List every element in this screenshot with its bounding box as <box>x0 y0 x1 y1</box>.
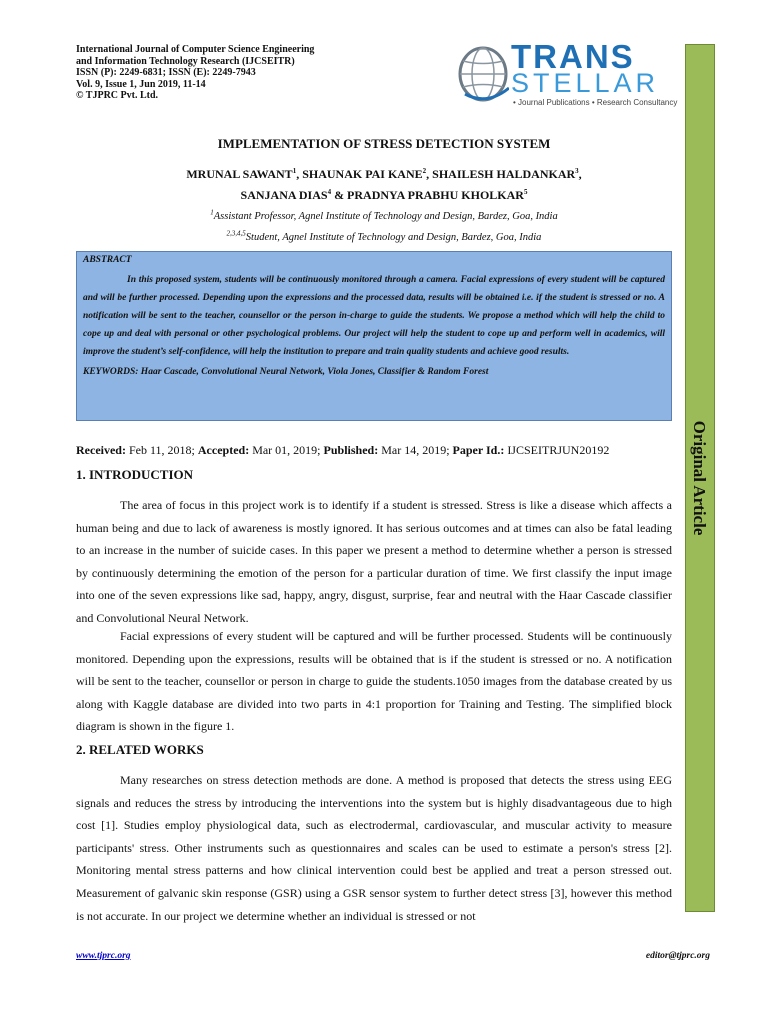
affiliation-sup: 1 <box>210 208 214 217</box>
accepted-date: Mar 01, 2019; <box>249 443 324 457</box>
publisher-logo <box>457 38 678 108</box>
paper-id: IJCSEITRJUN20192 <box>504 443 610 457</box>
journal-info <box>76 44 314 102</box>
affiliation-sup: 2,3,4,5 <box>226 229 246 238</box>
logo-word-trans: TRANS <box>511 38 635 75</box>
authors-line-2 <box>0 188 768 203</box>
paragraph: The area of focus in this project work is to identify if a student is stressed. Stress is like a disease which affects a human being and due to lack of awareness is mostly ignored. It has serious outcomes and at times can also be fatal leading to an increase in the number of suicide cases. In this paper we present a method to determine whether a person is stressed by continuously determining the emotion of the person for a particular duration of time. We first classify the input image into one of the seven expressions like sad, happy, angry, disgust, surprise, fear and neutral with the Haar Cascade classifier and Convolutional Neural Network. <box>76 498 672 625</box>
author-sup: 3 <box>575 167 579 175</box>
logo-word-stellar: STELLAR <box>511 68 660 98</box>
author-sup: 5 <box>523 188 528 196</box>
received-label: Received: <box>76 443 126 457</box>
author-separator: , <box>578 167 582 181</box>
accepted-label: Accepted: <box>197 443 250 457</box>
footer-email: editor@tjprc.org <box>645 951 710 961</box>
published-label: Published: <box>323 443 379 457</box>
section-heading-introduction: 1. INTRODUCTION <box>76 467 194 482</box>
affiliation-text: Assistant Professor, Agnel Institute of Technology and Design, Bardez, Goa, India <box>213 211 558 222</box>
paragraph: Many researches on stress detection methods are done. A method is proposed that detects the stress using EEG signals and reduces the stress by introducing the interventions into the system but is highly disadvantageous due to high cost [1]. Studies employ physiological data, such as electrodermal, cardiovascular, and muscular activity to measure participants' stress. Other instruments such as questionnaires and scales can be used to estimate a person's stress [2]. Monitoring mental stress patterns and how clinical intervention could best be applied and treat a person stressed out. Measurement of galvanic skin response (GSR) using a GSR sensor system to further detect stress [3], however this method is not accurate. In our project we determine whether an individual is stressed or not <box>76 773 672 923</box>
author-sup: 4 <box>327 188 332 196</box>
journal-line: and Information Technology Research (IJCSEITR) <box>76 55 295 67</box>
abstract-box <box>76 251 672 421</box>
journal-line: Vol. 9, Issue 1, Jun 2019, 11-14 <box>76 78 206 90</box>
paper-title: IMPLEMENTATION OF STRESS DETECTION SYSTEM <box>217 136 551 151</box>
keywords: KEYWORDS: Haar Cascade, Convolutional Neural Network, Viola Jones, Classifier & Random Forest <box>83 367 489 377</box>
published-date: Mar 14, 2019; <box>378 443 453 457</box>
affiliation-text: Student, Agnel Institute of Technology and Design, Bardez, Goa, India <box>245 232 542 243</box>
globe-icon <box>457 44 509 106</box>
author-name: , SHAILESH HALDANKAR <box>426 167 576 181</box>
author-sup: 2 <box>422 167 427 175</box>
authors-line-1 <box>0 167 768 182</box>
abstract-text: In this proposed system, students will be continuously monitored through a camera. Facial expressions of every student will be captured and will be further processed. Depending upon the expressions and the processed data, results will be obtained i.e. if the student is stressed or no. A notification will be sent to the teacher, counsellor or the person in-charge to guide the students. We propose a method which will help the child to cope up and deal with personal or other psychological problems. Our project will help the student to cope up and perform well in academics, will improve the student’s self-confidence, will help the institution to prepare and train quality students and achieve good results. <box>83 275 665 357</box>
logo-tagline: • Journal Publications • Research Consultancy <box>513 98 678 107</box>
paragraph: Facial expressions of every student will be captured and will be further processed. Students will be continuously monitored. Depending upon the expressions, results will be obtained that is if the student is stressed or no. A notification will be sent to the teacher, counsellor or person in charge to guide the students.1050 images from the database created by us along with Kaggle database are divided into two parts in 4:1 proportion for Training and Testing. The simplified block diagram is shown in the figure 1. <box>76 629 672 734</box>
affiliation-1 <box>0 208 768 222</box>
author-name: SANJANA DIAS <box>240 188 328 202</box>
affiliation-2 <box>0 229 768 243</box>
publication-dates <box>76 443 676 458</box>
received-date: Feb 11, 2018; <box>125 443 198 457</box>
author-name: & PRADNYA PRABHU KHOLKAR <box>331 188 524 202</box>
article-type-label: Original Article <box>690 420 709 536</box>
abstract-heading: ABSTRACT <box>83 255 132 265</box>
journal-line: International Journal of Computer Science Engineering <box>76 44 315 55</box>
author-name: , SHAUNAK PAI KANE <box>296 167 423 181</box>
section-heading-related-works: 2. RELATED WORKS <box>76 742 204 757</box>
journal-line: ISSN (P): 2249-6831; ISSN (E): 2249-7943 <box>76 67 256 78</box>
author-sup: 1 <box>292 167 297 175</box>
journal-line: © TJPRC Pvt. Ltd. <box>76 90 159 101</box>
author-name: MRUNAL SAWANT <box>186 167 293 181</box>
paper-id-label: Paper Id.: <box>452 443 505 457</box>
footer-website-link[interactable]: www.tjprc.org <box>76 951 131 961</box>
